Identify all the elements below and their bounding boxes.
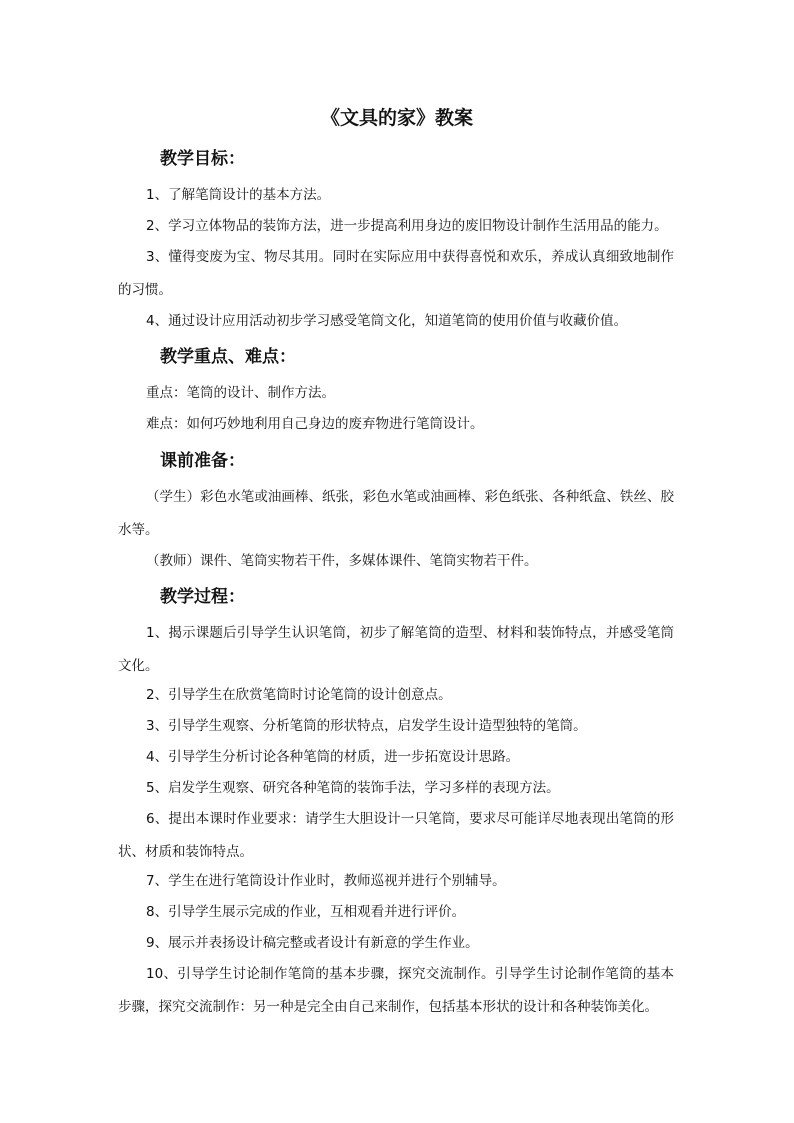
process-heading: 教学过程： (160, 587, 245, 607)
process-step-3: 3、引导学生观察、分析笔筒的形状特点，启发学生设计造型独特的笔筒。 (146, 718, 587, 734)
goal-item-4: 4、通过设计应用活动初步学习感受笔筒文化，知道笔筒的使用价值与收藏价值。 (146, 313, 628, 329)
difficulty-item: 难点：如何巧妙地利用自己身边的废弃物进行笔筒设计。 (146, 416, 484, 432)
process-step-5: 5、启发学生观察、研究各种笔筒的装饰手法，学习多样的表现方法。 (146, 780, 560, 796)
process-step-9: 9、展示并表扬设计稿完整或者设计有新意的学生作业。 (146, 935, 479, 951)
document-title: 《文具的家》教案 (320, 107, 473, 129)
process-step-6: 6、提出本课时作业要求：请学生大胆设计一只笔筒，要求尽可能详尽地表现出笔筒的形状、材质和装饰特点。 (118, 811, 674, 860)
preparation-teacher: （教师）课件、笔筒实物若干件，多媒体课件、笔筒实物若干件。 (146, 553, 538, 569)
process-step-1: 1、揭示课题后引导学生认识笔筒，初步了解笔筒的造型、材料和装饰特点，并感受笔筒文化。 (118, 625, 674, 674)
key-points-heading: 教学重点、难点： (160, 347, 296, 367)
preparation-heading: 课前准备： (160, 451, 245, 471)
process-step-4: 4、引导学生分析讨论各种笔筒的材质，进一步拓宽设计思路。 (146, 749, 520, 765)
process-step-2: 2、引导学生在欣赏笔筒时讨论笔筒的设计创意点。 (146, 687, 452, 703)
process-step-8: 8、引导学生展示完成的作业，互相观看并进行评价。 (146, 904, 466, 920)
process-step-7: 7、学生在进行笔筒设计作业时，教师巡视并进行个别辅导。 (146, 873, 506, 889)
key-point-item: 重点：笔筒的设计、制作方法。 (146, 385, 335, 401)
goal-item-1: 1、了解笔筒设计的基本方法。 (146, 187, 331, 203)
goal-item-2: 2、学习立体物品的装饰方法，进一步提高利用身边的废旧物设计制作生活用品的能力。 (146, 218, 668, 234)
goal-item-3: 3、懂得变废为宝、物尽其用。同时在实际应用中获得喜悦和欢乐，养成认真细致地制作的习惯。 (118, 249, 674, 298)
preparation-student: （学生）彩色水笔或油画棒、纸张，彩色水笔或油画棒、彩色纸张、各种纸盒、铁丝、胶水等。 (118, 489, 674, 538)
goals-heading: 教学目标： (160, 149, 245, 169)
process-step-10: 10、引导学生讨论制作笔筒的基本步骤，探究交流制作。引导学生讨论制作笔筒的基本步骤，探究交流制作：另一种是完全由自己来制作，包括基本形状的设计和各种装饰美化。 (118, 966, 674, 1015)
